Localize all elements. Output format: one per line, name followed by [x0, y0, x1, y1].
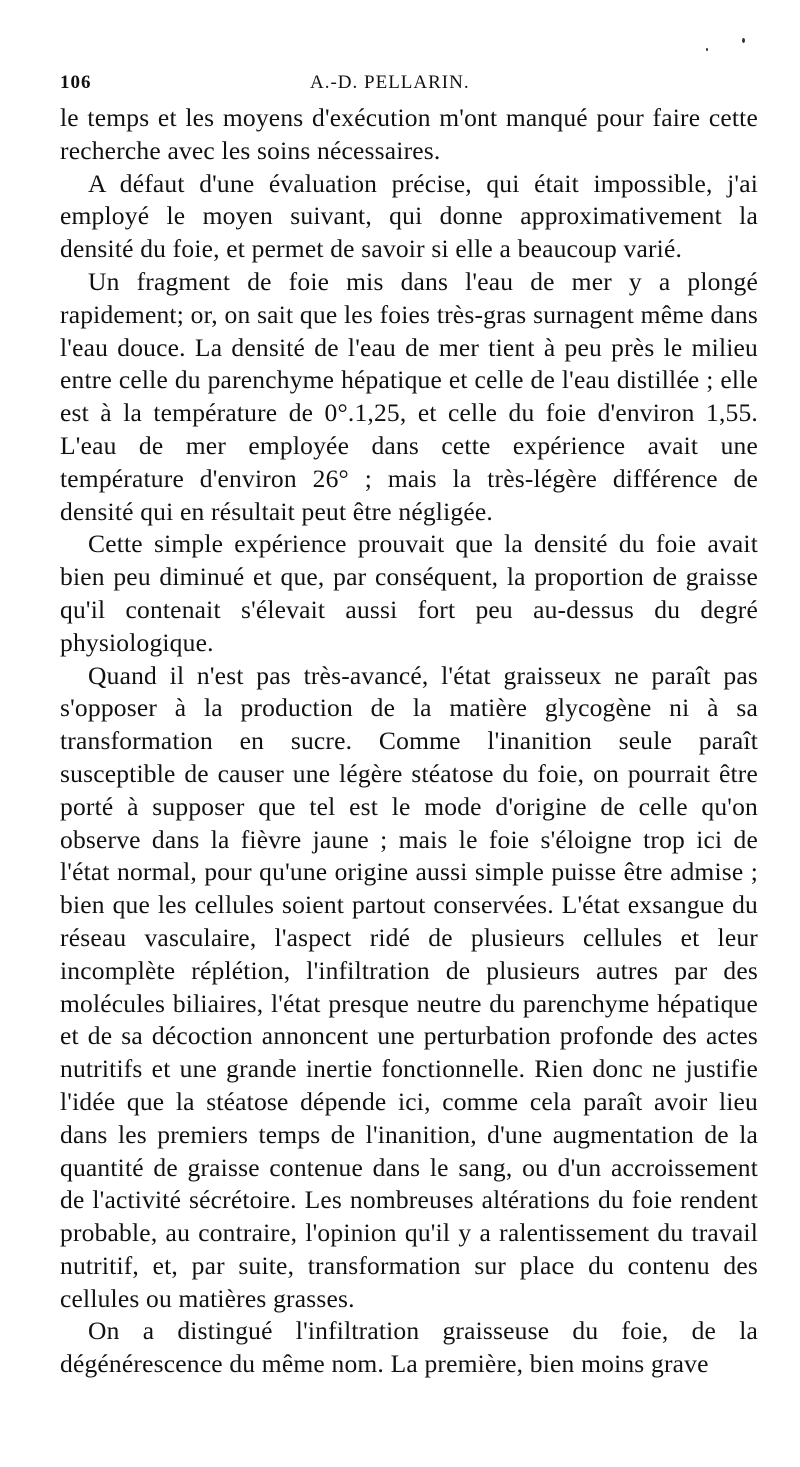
- scan-speck: [742, 38, 745, 43]
- document-page: [60, 62, 758, 1381]
- running-head: [60, 62, 758, 102]
- paragraph: On a distingué l'infiltration graisseuse du foie, de la dégénérescence du même nom. La première, bien moins grave: [60, 1316, 758, 1379]
- page-number: 106: [60, 72, 92, 93]
- paragraph: A défaut d'une évaluation précise, qui était impossible, j'ai employé le moyen suivant, qui donne approximativement la densité du foie, et permet de savoir si elle a beaucoup varié.: [60, 168, 758, 264]
- paragraph: Un fragment de foie mis dans l'eau de mer y a plongé rapidement; or, on sait que les foies très-gras surnagent même dans l'eau douce. La densité de l'eau de mer tient à peu près le milieu entre celle du parenchyme hépatique et celle de l'eau distillée ; elle est à la température de 0°.1,25, et celle du foie d'environ 1,55. L'eau de mer employée dans cette expérience avait une température d'environ 26° ; mais la très-légère différence de densité qui en résultait peut être négligée.: [60, 266, 758, 526]
- running-title: A.-D. PELLARIN.: [310, 72, 470, 93]
- paragraph: Quand il n'est pas très-avancé, l'état graisseux ne paraît pas s'opposer à la production de la matière glycogène ni à sa transformation en sucre. Comme l'inanition seule paraît susceptible de causer une légère stéatose du foie, on pourrait être porté à supposer que tel est le mode d'origine de celle qu'on observe dans la fièvre jaune ; mais le foie s'éloigne trop ici de l'état normal, pour qu'une origine aussi simple puisse être admise ; bien que les cellules soient partout conservées. L'état exsangue du réseau vasculaire, l'aspect ridé de plusieurs cellules et leur incomplète réplétion, l'infiltration de plusieurs autres par des molécules biliaires, l'état presque neutre du parenchyme hépatique et de sa décoction annoncent une perturbation profonde des actes nutritifs et une grande inertie fonctionnelle. Rien donc ne justifie l'idée que la stéatose dépende ici, comme cela paraît avoir lieu dans les premiers temps de l'inanition, d'une augmentation de la quantité de graisse contenue dans le sang, ou d'un accroissement de l'activité sécrétoire. Les nombreuses altérations du foie rendent probable, au contraire, l'opinion qu'il y a ralentissement du travail nutritif, et, par suite, transformation sur place du contenu des cellules ou matières grasses.: [60, 660, 758, 1313]
- body-text: [60, 102, 758, 1381]
- paragraph: Cette simple expérience prouvait que la densité du foie avait bien peu diminué et que, par conséquent, la proportion de graisse qu'il contenait s'élevait aussi fort peu au-dessus du degré physiologique.: [60, 529, 758, 657]
- paragraph: le temps et les moyens d'exécution m'ont manqué pour faire cette recherche avec les soins nécessaires.: [60, 103, 758, 165]
- scan-speck: [706, 48, 708, 51]
